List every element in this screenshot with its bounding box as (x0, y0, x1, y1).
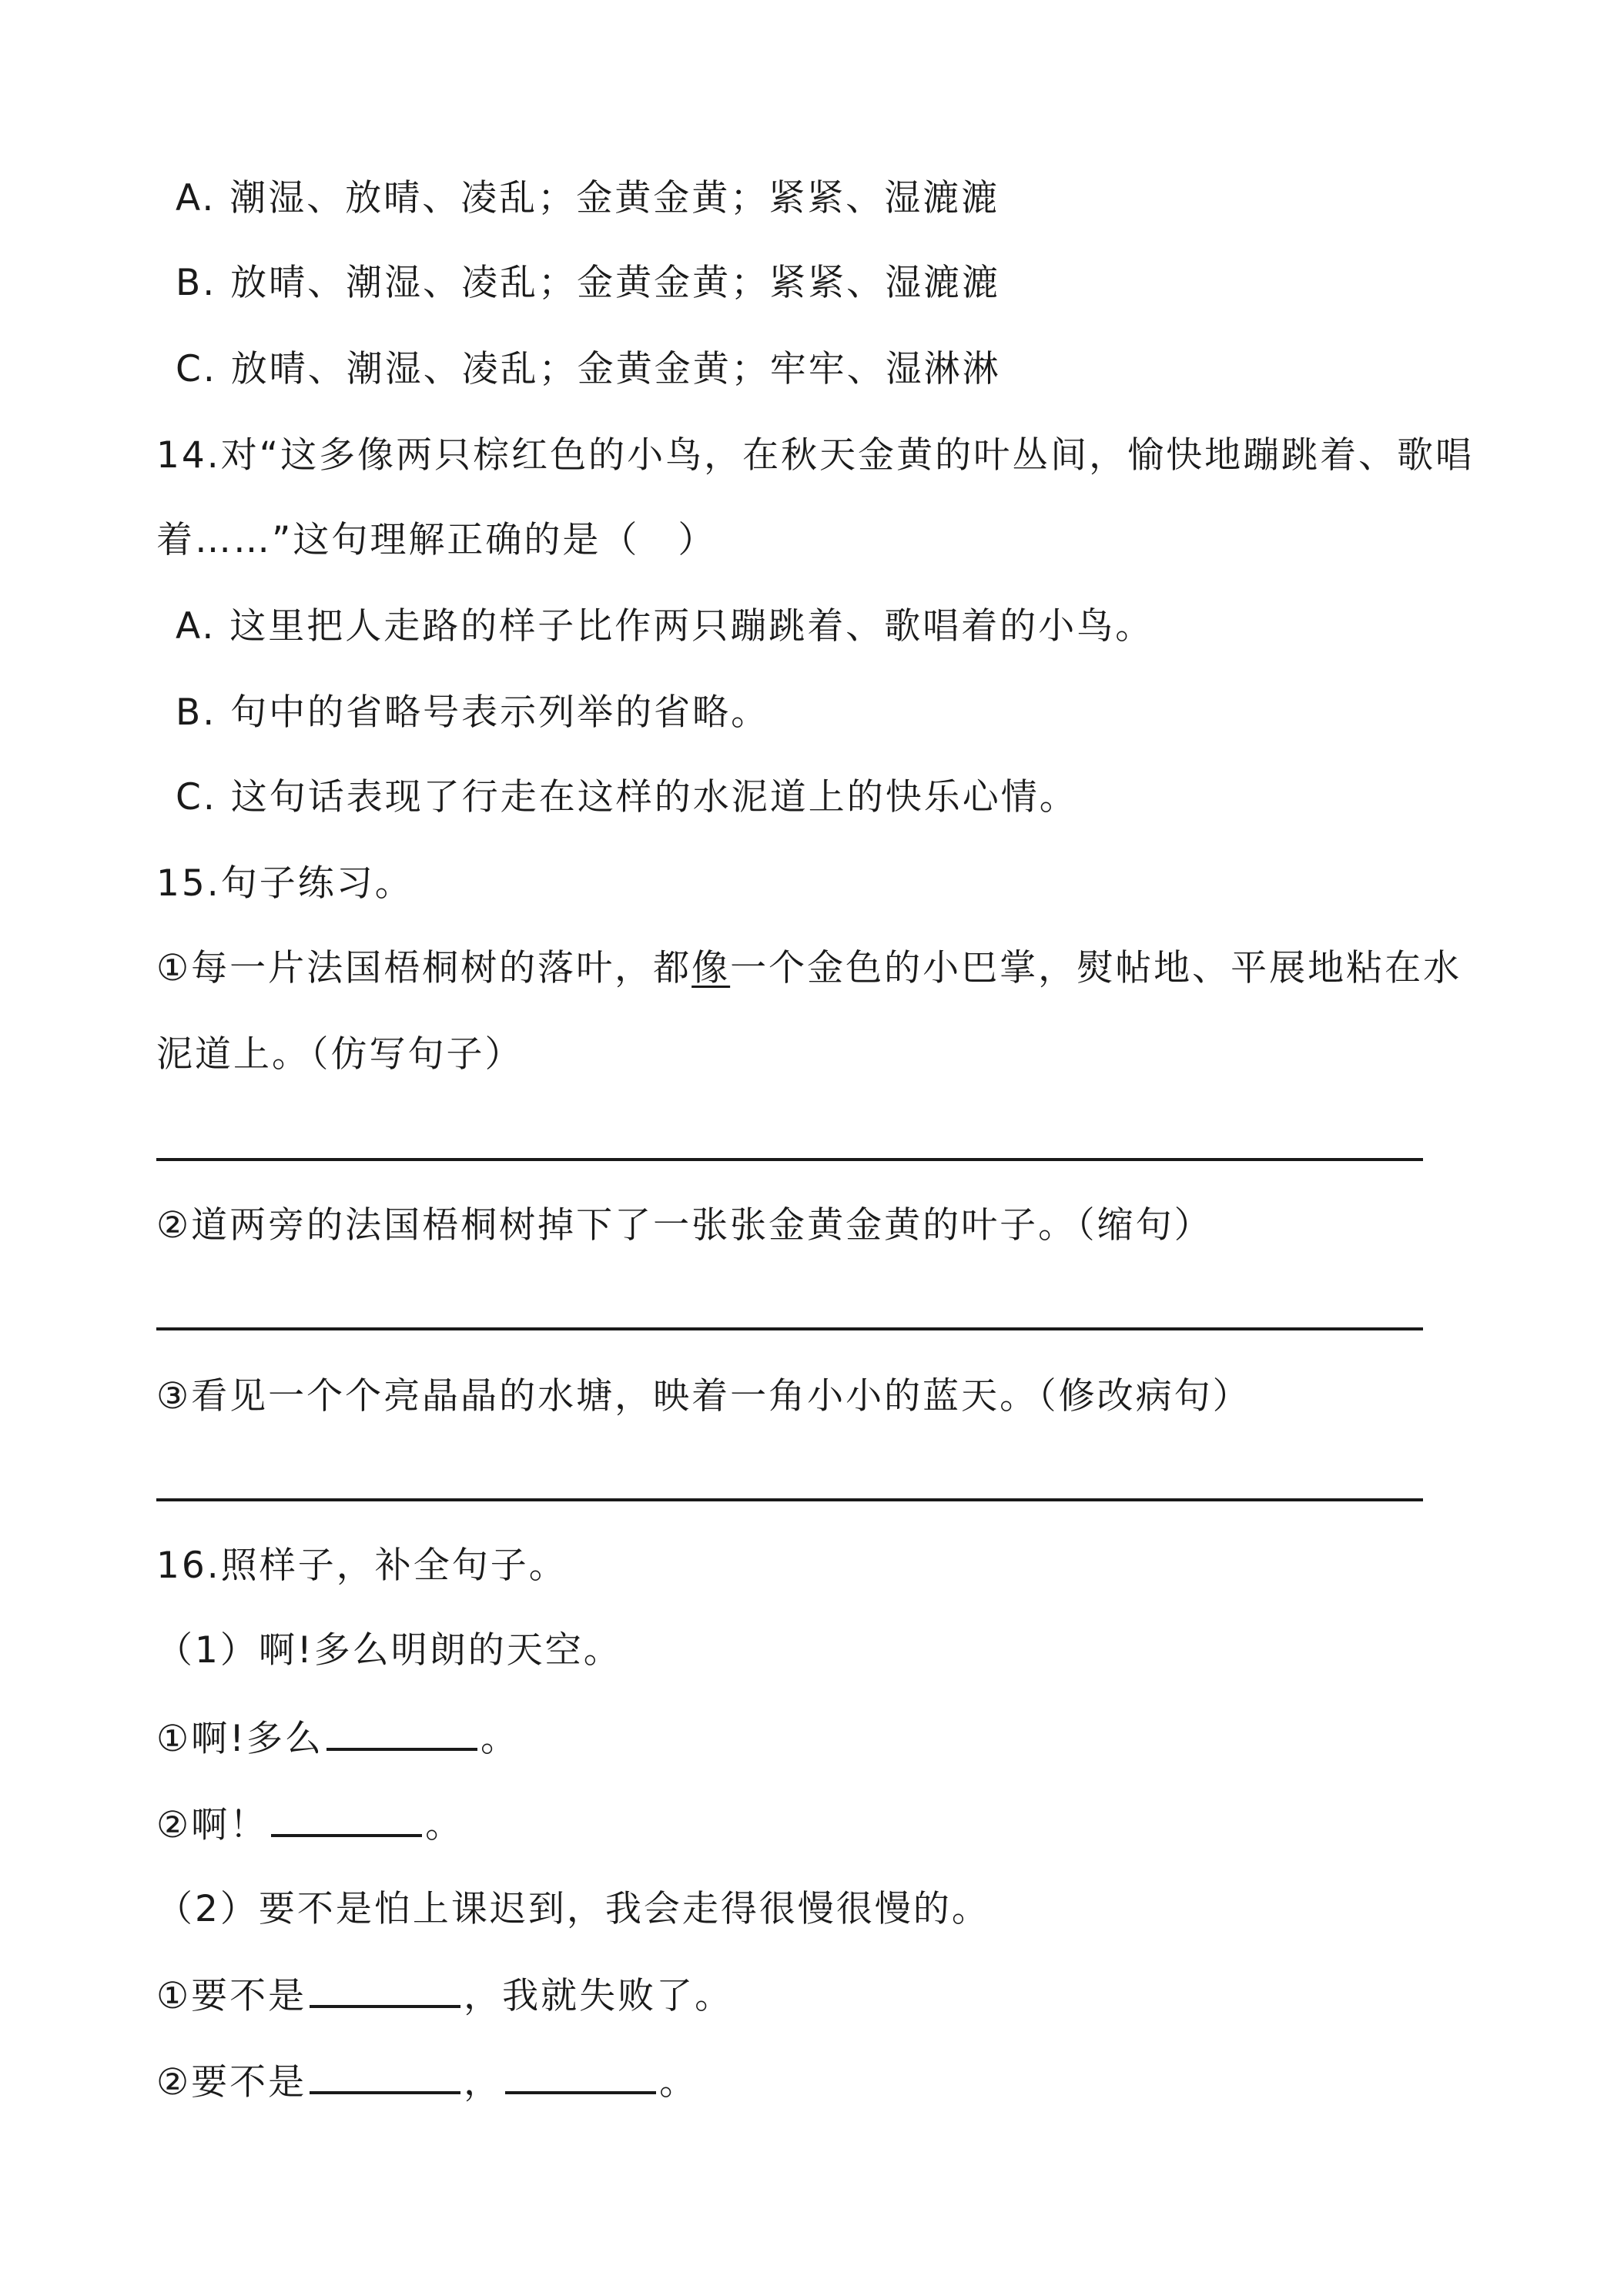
q15-item3-answer-line[interactable] (156, 1498, 1423, 1501)
q16-part1-item1-post: 。 (480, 1718, 519, 1760)
q16-part1-item2-blank[interactable] (271, 1800, 422, 1837)
q15-item2: ②道两旁的法国梧桐树掉下了一张张金黄金黄的叶子。（缩句） (156, 1204, 1213, 1247)
q16-part2-item1 (156, 1971, 733, 2020)
q14-stem-line1: 14.对“这多像两只棕红色的小鸟，在秋天金黄的叶丛间，愉快地蹦跳着、歌唱 (156, 434, 1475, 477)
q14-option-a[interactable]: A. 这里把人走路的样子比作两只蹦跳着、歌唱着的小鸟。 (176, 605, 1154, 648)
q16-part2-item2-blank1[interactable] (310, 2057, 460, 2094)
q16-part2-item1-pre: ①要不是 (156, 1975, 307, 2017)
q16-part2-item2-mid: ， (464, 2061, 503, 2104)
q14-option-c[interactable]: C. 这句话表现了行走在这样的水泥道上的快乐心情。 (176, 776, 1078, 818)
q15-item1-pre: ①每一片法国梧桐树的落叶，都 (156, 947, 692, 989)
q16-part1-example: （1）啊!多么明朗的天空。 (156, 1629, 622, 1672)
q14-stem-line2: 着……”这句理解正确的是（ ） (156, 519, 717, 561)
q16-part1-item1 (156, 1714, 519, 1762)
q15-title: 15.句子练习。 (156, 862, 414, 905)
q16-part2-item2-pre: ②要不是 (156, 2061, 307, 2104)
q16-part2-example: （2）要不是怕上课迟到，我会走得很慢很慢的。 (156, 1888, 990, 1930)
q13-option-b[interactable]: B. 放晴、潮湿、凌乱；金黄金黄；紧紧、湿漉漉 (176, 262, 1001, 304)
q16-title: 16.照样子，补全句子。 (156, 1545, 568, 1587)
q16-part2-item1-post: ，我就失败了。 (464, 1975, 734, 2017)
q15-item3: ③看见一个个亮晶晶的水塘，映着一角小小的蓝天。（修改病句） (156, 1375, 1251, 1417)
q14-option-b[interactable]: B. 句中的省略号表示列举的省略。 (176, 691, 770, 734)
q15-item1-answer-line[interactable] (156, 1158, 1423, 1161)
q15-item2-answer-line[interactable] (156, 1327, 1423, 1330)
q16-part1-item2-post: 。 (425, 1804, 464, 1846)
q15-item1-underlined-word: 像 (691, 947, 731, 989)
q13-option-c[interactable]: C. 放晴、潮湿、凌乱；金黄金黄；牢牢、湿淋淋 (176, 348, 1001, 390)
q16-part2-item2 (156, 2057, 698, 2106)
q16-part1-item2 (156, 1800, 464, 1849)
q16-part2-item1-blank[interactable] (310, 1971, 460, 2008)
q15-item1-post: 一个金色的小巴掌，熨帖地、平展地粘在水 (730, 947, 1462, 989)
q13-option-a[interactable]: A. 潮湿、放晴、凌乱；金黄金黄；紧紧、湿漉漉 (176, 177, 1000, 219)
q16-part1-item1-blank[interactable] (326, 1714, 477, 1751)
q15-item1-line1 (156, 946, 1462, 992)
q15-item1-line2: 泥道上。（仿写句子） (156, 1033, 524, 1076)
q16-part1-item1-pre: ①啊!多么 (156, 1718, 323, 1760)
q16-part2-item2-blank2[interactable] (505, 2057, 656, 2094)
q16-part1-item2-pre: ②啊！ (156, 1804, 269, 1846)
q16-part2-item2-post: 。 (659, 2061, 698, 2104)
